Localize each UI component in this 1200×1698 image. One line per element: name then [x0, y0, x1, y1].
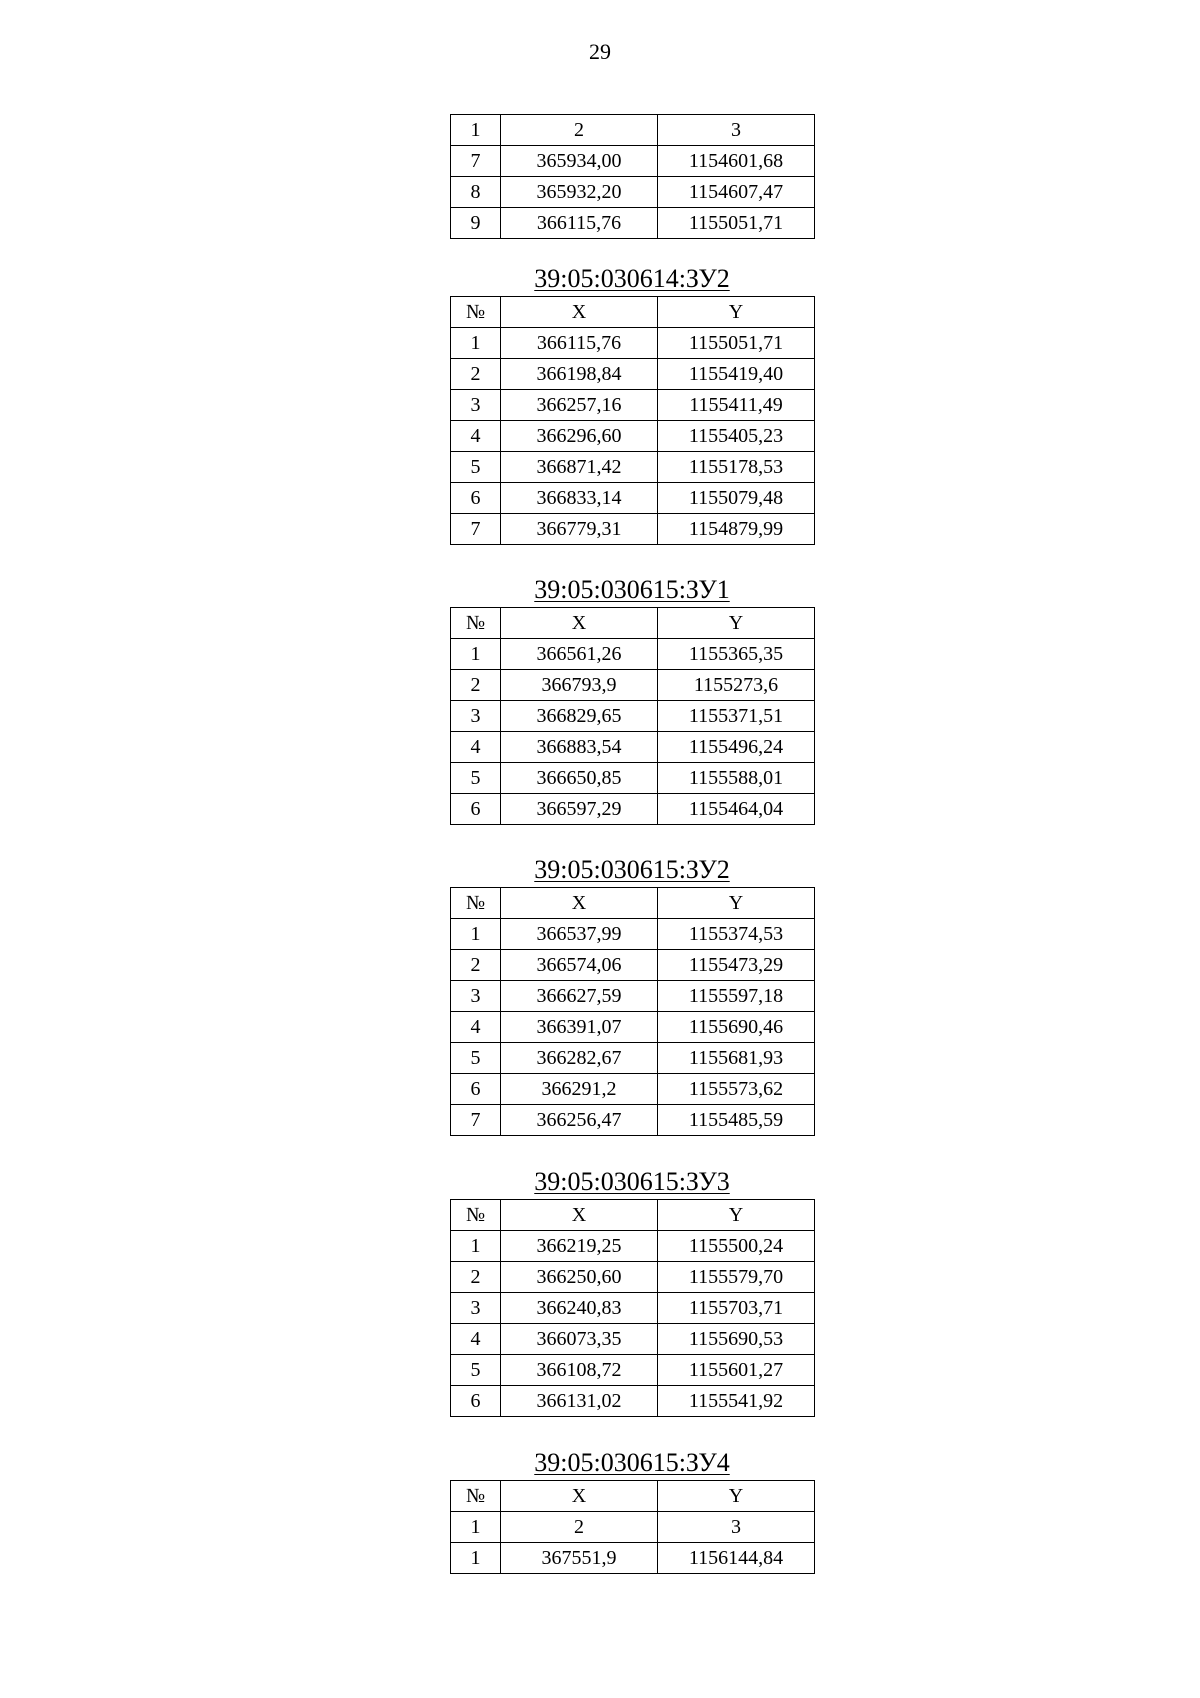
col-number-header: № [451, 297, 501, 328]
x-value: 365934,00 [501, 146, 658, 177]
x-value: 366793,9 [501, 670, 658, 701]
point-number: 2 [451, 950, 501, 981]
table-header-row [451, 888, 815, 919]
table-row [451, 670, 815, 701]
table-row [451, 146, 815, 177]
coords-table [450, 887, 815, 1136]
x-value: 366391,07 [501, 1012, 658, 1043]
table-header-row [451, 297, 815, 328]
point-number: 1 [451, 919, 501, 950]
table-row [451, 1293, 815, 1324]
col-x-header: X [501, 297, 658, 328]
table-row [451, 452, 815, 483]
point-number: 3 [451, 701, 501, 732]
col-x-header: X [501, 1481, 658, 1512]
point-number: 5 [451, 452, 501, 483]
x-value: 366779,31 [501, 514, 658, 545]
point-number: 4 [451, 421, 501, 452]
y-value: 1154601,68 [658, 146, 815, 177]
x-value: 366240,83 [501, 1293, 658, 1324]
table-header-row [451, 608, 815, 639]
x-value: 366291,2 [501, 1074, 658, 1105]
table-header-row [451, 1481, 815, 1512]
col-x-header: X [501, 1200, 658, 1231]
point-number: 2 [451, 1262, 501, 1293]
x-value: 366073,35 [501, 1324, 658, 1355]
point-number: 2 [451, 359, 501, 390]
y-value: 1155464,04 [658, 794, 815, 825]
y-value: 1155419,40 [658, 359, 815, 390]
col-x-header: 2 [501, 115, 658, 146]
x-value: 366115,76 [501, 328, 658, 359]
table-row [451, 390, 815, 421]
x-value: 367551,9 [501, 1543, 658, 1574]
point-number: 1 [451, 1231, 501, 1262]
point-number: 7 [451, 514, 501, 545]
x-value: 366257,16 [501, 390, 658, 421]
coord-block-030614-zu2 [450, 264, 814, 545]
table-row [451, 1355, 815, 1386]
point-number: 5 [451, 1355, 501, 1386]
table-row [451, 1386, 815, 1417]
x-value: 366115,76 [501, 208, 658, 239]
x-value: 366597,29 [501, 794, 658, 825]
y-value: 1155273,6 [658, 670, 815, 701]
y-value: 1155365,35 [658, 639, 815, 670]
table-header-row [451, 115, 815, 146]
point-number: 5 [451, 763, 501, 794]
col-number-header: № [451, 608, 501, 639]
point-number: 2 [451, 670, 501, 701]
x-value: 366829,65 [501, 701, 658, 732]
y-value: 1155541,92 [658, 1386, 815, 1417]
x-value: 366131,02 [501, 1386, 658, 1417]
table-column-index-row [451, 1512, 815, 1543]
table-row [451, 981, 815, 1012]
y-value: 1155690,53 [658, 1324, 815, 1355]
x-value: 366282,67 [501, 1043, 658, 1074]
y-value: 1155690,46 [658, 1012, 815, 1043]
y-value: 1155405,23 [658, 421, 815, 452]
table-row [451, 1074, 815, 1105]
col-y-header: Y [658, 1200, 815, 1231]
coord-block-030615-zu1 [450, 575, 814, 825]
y-value: 1155588,01 [658, 763, 815, 794]
table-row [451, 1324, 815, 1355]
x-value: 366833,14 [501, 483, 658, 514]
y-value: 1155500,24 [658, 1231, 815, 1262]
point-number: 4 [451, 1012, 501, 1043]
coords-table [450, 296, 815, 545]
parcel-title: 39:05:030615:ЗУ4 [534, 1448, 730, 1477]
coords-table [450, 607, 815, 825]
table-row [451, 1543, 815, 1574]
point-number: 3 [451, 1293, 501, 1324]
x-value: 366108,72 [501, 1355, 658, 1386]
col-number-header: 1 [451, 115, 501, 146]
y-value: 1155371,51 [658, 701, 815, 732]
table-row [451, 732, 815, 763]
table-row [451, 794, 815, 825]
x-value: 366650,85 [501, 763, 658, 794]
table-row [451, 514, 815, 545]
col-y-header: Y [658, 608, 815, 639]
coord-block-030615-zu2 [450, 855, 814, 1136]
x-value: 366883,54 [501, 732, 658, 763]
x-value: 366250,60 [501, 1262, 658, 1293]
y-value: 1155485,59 [658, 1105, 815, 1136]
y-value: 1155573,62 [658, 1074, 815, 1105]
x-value: 366574,06 [501, 950, 658, 981]
table-row [451, 1043, 815, 1074]
x-value: 366256,47 [501, 1105, 658, 1136]
col-x-header: X [501, 608, 658, 639]
point-number: 4 [451, 1324, 501, 1355]
point-number: 6 [451, 1074, 501, 1105]
table-row [451, 483, 815, 514]
coord-block-030615-zu3 [450, 1167, 814, 1417]
point-number: 1 [451, 639, 501, 670]
table-row [451, 359, 815, 390]
col-index: 3 [658, 1512, 815, 1543]
table-row [451, 919, 815, 950]
point-number: 1 [451, 328, 501, 359]
col-x-header: X [501, 888, 658, 919]
point-number: 4 [451, 732, 501, 763]
col-number-header: № [451, 888, 501, 919]
point-number: 8 [451, 177, 501, 208]
y-value: 1155473,29 [658, 950, 815, 981]
coord-block-continuation [450, 114, 814, 239]
parcel-title: 39:05:030615:ЗУ2 [534, 855, 730, 884]
y-value: 1155079,48 [658, 483, 815, 514]
col-y-header: Y [658, 297, 815, 328]
x-value: 366198,84 [501, 359, 658, 390]
point-number: 3 [451, 390, 501, 421]
x-value: 366627,59 [501, 981, 658, 1012]
table-row [451, 639, 815, 670]
table-row [451, 208, 815, 239]
coords-table [450, 1199, 815, 1417]
table-row [451, 1262, 815, 1293]
x-value: 366871,42 [501, 452, 658, 483]
table-row [451, 701, 815, 732]
point-number: 5 [451, 1043, 501, 1074]
y-value: 1155051,71 [658, 328, 815, 359]
parcel-title: 39:05:030615:ЗУ1 [534, 575, 730, 604]
table-header-row [451, 1200, 815, 1231]
x-value: 366296,60 [501, 421, 658, 452]
parcel-title: 39:05:030615:ЗУ3 [534, 1167, 730, 1196]
point-number: 9 [451, 208, 501, 239]
point-number: 7 [451, 146, 501, 177]
parcel-title: 39:05:030614:ЗУ2 [534, 264, 730, 293]
y-value: 1155579,70 [658, 1262, 815, 1293]
table-row [451, 1105, 815, 1136]
y-value: 1154607,47 [658, 177, 815, 208]
table-row [451, 328, 815, 359]
point-number: 6 [451, 483, 501, 514]
y-value: 1155597,18 [658, 981, 815, 1012]
col-number-header: № [451, 1200, 501, 1231]
y-value: 1155178,53 [658, 452, 815, 483]
table-row [451, 421, 815, 452]
coords-table [450, 1480, 815, 1574]
x-value: 366537,99 [501, 919, 658, 950]
y-value: 1155601,27 [658, 1355, 815, 1386]
col-y-header: Y [658, 1481, 815, 1512]
col-index: 2 [501, 1512, 658, 1543]
y-value: 1155411,49 [658, 390, 815, 421]
y-value: 1155051,71 [658, 208, 815, 239]
page-number: 29 [589, 39, 611, 64]
x-value: 366561,26 [501, 639, 658, 670]
y-value: 1154879,99 [658, 514, 815, 545]
table-row [451, 763, 815, 794]
point-number: 6 [451, 1386, 501, 1417]
table-row [451, 1012, 815, 1043]
col-y-header: Y [658, 888, 815, 919]
point-number: 7 [451, 1105, 501, 1136]
table-row [451, 950, 815, 981]
y-value: 1155703,71 [658, 1293, 815, 1324]
y-value: 1155496,24 [658, 732, 815, 763]
y-value: 1155681,93 [658, 1043, 815, 1074]
point-number: 3 [451, 981, 501, 1012]
point-number: 1 [451, 1543, 501, 1574]
col-y-header: 3 [658, 115, 815, 146]
table-row [451, 177, 815, 208]
col-index: 1 [451, 1512, 501, 1543]
y-value: 1155374,53 [658, 919, 815, 950]
x-value: 366219,25 [501, 1231, 658, 1262]
y-value: 1156144,84 [658, 1543, 815, 1574]
coord-block-030615-zu4 [450, 1448, 814, 1574]
coords-table [450, 114, 815, 239]
point-number: 6 [451, 794, 501, 825]
col-number-header: № [451, 1481, 501, 1512]
table-row [451, 1231, 815, 1262]
x-value: 365932,20 [501, 177, 658, 208]
